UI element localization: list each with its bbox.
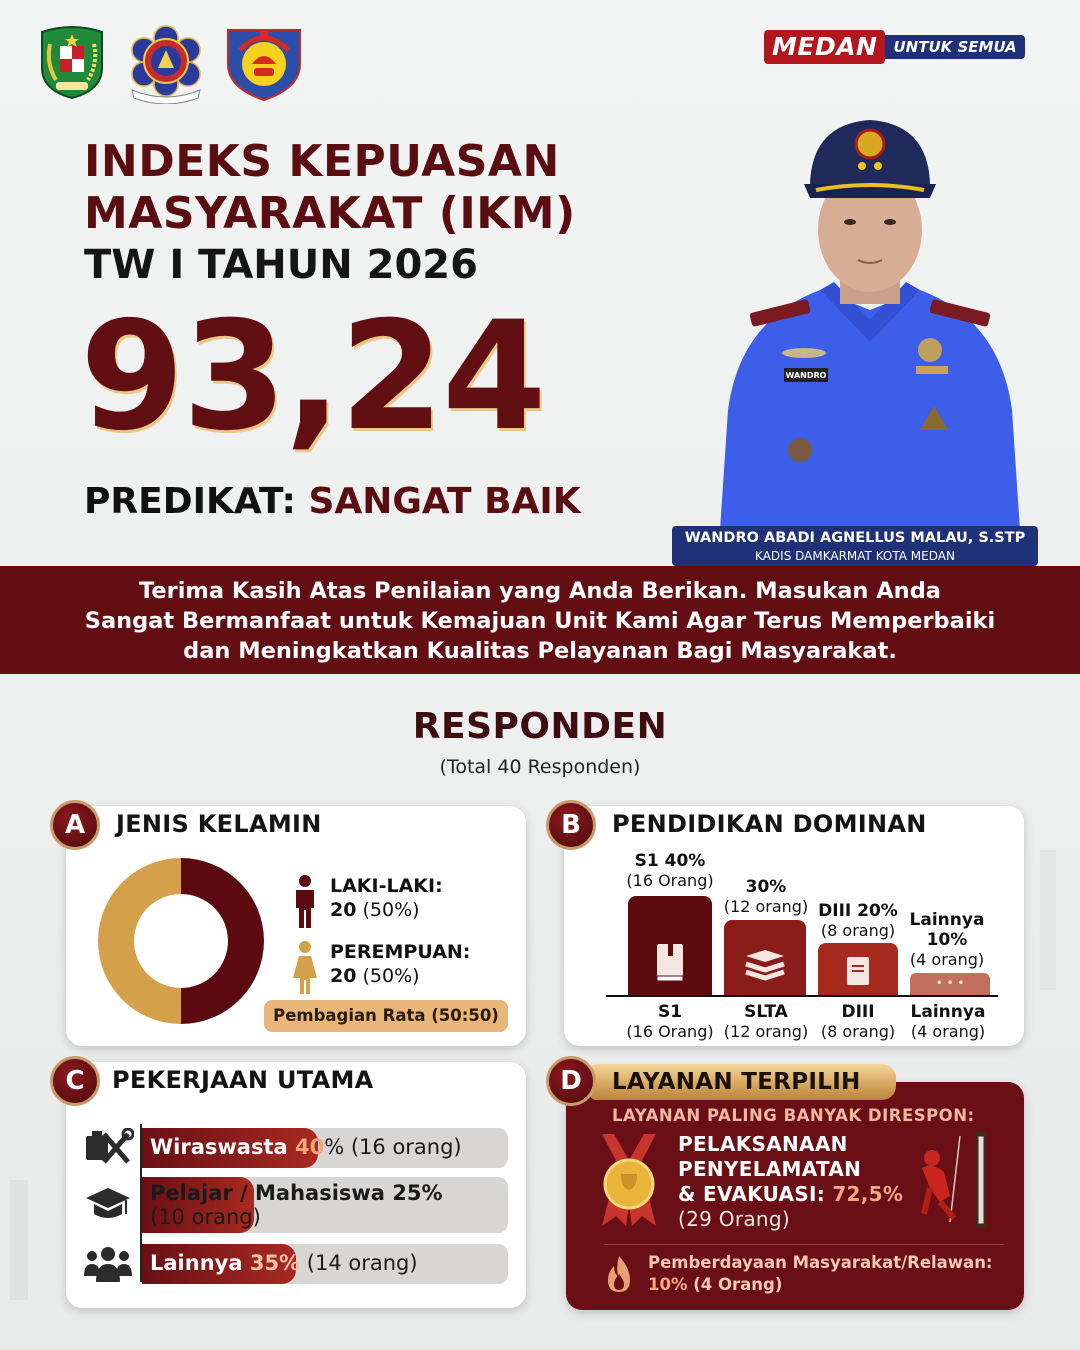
male-person-icon [290, 874, 320, 930]
bar-lainnya-top-label: Lainnya 10% (4 orang) [909, 910, 985, 969]
female-person-icon [290, 940, 320, 996]
occupation-label-pelajar: Pelajar / Mahasiswa 25% (10 orang) [150, 1181, 443, 1229]
people-group-icon [82, 1244, 134, 1284]
secondary-service-count: (4 Orang) [687, 1275, 783, 1294]
predikat-value: SANGAT BAIK [308, 481, 581, 522]
graduation-cap-icon [82, 1184, 134, 1224]
service-card-title: LAYANAN TERPILIH [590, 1064, 896, 1100]
tools-icon [82, 1128, 134, 1168]
female-pct: (50%) [362, 965, 420, 987]
male-label: LAKI-LAKI: [330, 875, 443, 897]
banner-line1: Terima Kasih Atas Penilaian yang Anda Berikan. Masukan Anda [139, 578, 941, 604]
secondary-service-pct: 10% [648, 1275, 688, 1294]
section-badge-c: C [50, 1056, 100, 1106]
bar-s1-bottom-label: S1 (16 Orang) [626, 1002, 714, 1041]
bar-slta [724, 920, 806, 995]
occupation-card-title: PEKERJAAN UTAMA [112, 1066, 374, 1094]
notebook-icon [845, 955, 871, 989]
bar-lainnya [910, 973, 990, 995]
occupation-bar-lainnya [142, 1244, 508, 1284]
pemko-medan-logo [38, 24, 106, 100]
page-title-line1: INDEKS KEPUASAN [84, 136, 560, 187]
occupation-bar-pelajar [142, 1177, 508, 1233]
education-card-title: PENDIDIKAN DOMINAN [612, 810, 927, 838]
female-count: 20 [330, 965, 357, 987]
rescuer-rappelling-icon [910, 1132, 990, 1228]
banner-line3: dan Meningkatkan Kualitas Pelayanan Bagi Masyarakat. [183, 638, 897, 664]
ikm-score: 93,24 [80, 290, 545, 464]
top-service-count: (29 Orang) [678, 1207, 791, 1231]
bar-slta-top-label: 30% (12 orang) [723, 877, 809, 916]
brand-primary: MEDAN [764, 30, 885, 64]
occupation-label-wiraswasta: Wiraswasta 40% (16 orang) [150, 1135, 462, 1159]
brand-secondary: UNTUK SEMUA [885, 35, 1024, 59]
svg-text:WANDRO: WANDRO [785, 371, 827, 380]
legend-male [290, 874, 470, 930]
banner-line2: Sangat Bermanfaat untuk Kemajuan Unit Kami Agar Terus Memperbaiki [84, 608, 996, 634]
predikat-label: PREDIKAT: [84, 481, 296, 522]
top-service: PELAKSANAAN PENYELAMATAN & EVAKUASI: 72,5% (29 Orang) [678, 1132, 904, 1231]
education-chart-axis [606, 995, 998, 997]
occupation-bar-wiraswasta [142, 1128, 508, 1168]
thank-you-banner [0, 566, 1080, 674]
more-dots-icon: • • • [935, 976, 965, 990]
bar-diii-top-label: DIII 20% (8 orang) [818, 901, 898, 940]
occupation-label-lainnya: Lainnya 35% (14 orang) [150, 1251, 418, 1275]
gender-legend [290, 874, 470, 1006]
responden-subtitle: (Total 40 Responden) [439, 756, 641, 778]
damkar-logo [126, 24, 206, 104]
gender-donut-chart [98, 858, 264, 1024]
section-badge-d: D [546, 1056, 596, 1106]
top-service-pct: 72,5% [832, 1182, 904, 1206]
official-role: KADIS DAMKARMAT KOTA MEDAN [755, 549, 955, 563]
section-badge-b: B [546, 800, 596, 850]
period-label: TW I TAHUN 2026 [84, 242, 478, 288]
legend-female [290, 940, 470, 996]
bar-s1-top-label: S1 40% (16 Orang) [626, 851, 714, 890]
page-title-line2: MASYARAKAT (IKM) [84, 188, 576, 239]
bar-slta-bottom-label: SLTA (12 orang) [723, 1002, 809, 1041]
fire-icon [602, 1254, 636, 1294]
male-pct: (50%) [362, 899, 420, 921]
section-badge-a: A [50, 800, 100, 850]
books-stack-icon [742, 946, 788, 986]
medan-untuk-semua-brand [764, 30, 1025, 64]
female-label: PEREMPUAN: [330, 941, 471, 963]
predikat [84, 480, 581, 524]
gender-card-title: JENIS KELAMIN [116, 810, 322, 838]
background-decoration [10, 1180, 28, 1300]
male-count: 20 [330, 899, 357, 921]
bar-s1 [628, 896, 712, 995]
gold-medal-icon [596, 1132, 662, 1230]
bar-diii-bottom-label: DIII (8 orang) [820, 1002, 896, 1041]
secondary-service-label: Pemberdayaan Masyarakat/Relawan: [648, 1253, 993, 1272]
secondary-service [648, 1252, 993, 1296]
service-subtitle: LAYANAN PALING BANYAK DIRESPON: [612, 1106, 975, 1125]
divider [604, 1244, 1004, 1245]
bar-diii [818, 943, 898, 995]
redkar-logo [224, 24, 304, 102]
official-name-plate [672, 526, 1038, 566]
bar-lainnya-bottom-label: Lainnya (4 orang) [910, 1002, 986, 1041]
official-portrait [700, 110, 1040, 530]
background-decoration [1040, 850, 1056, 990]
book-icon [654, 942, 686, 984]
responden-title: RESPONDEN [412, 706, 668, 747]
gender-note: Pembagian Rata (50:50) [264, 1000, 508, 1032]
official-name: WANDRO ABADI AGNELLUS MALAU, S.STP [684, 530, 1026, 546]
